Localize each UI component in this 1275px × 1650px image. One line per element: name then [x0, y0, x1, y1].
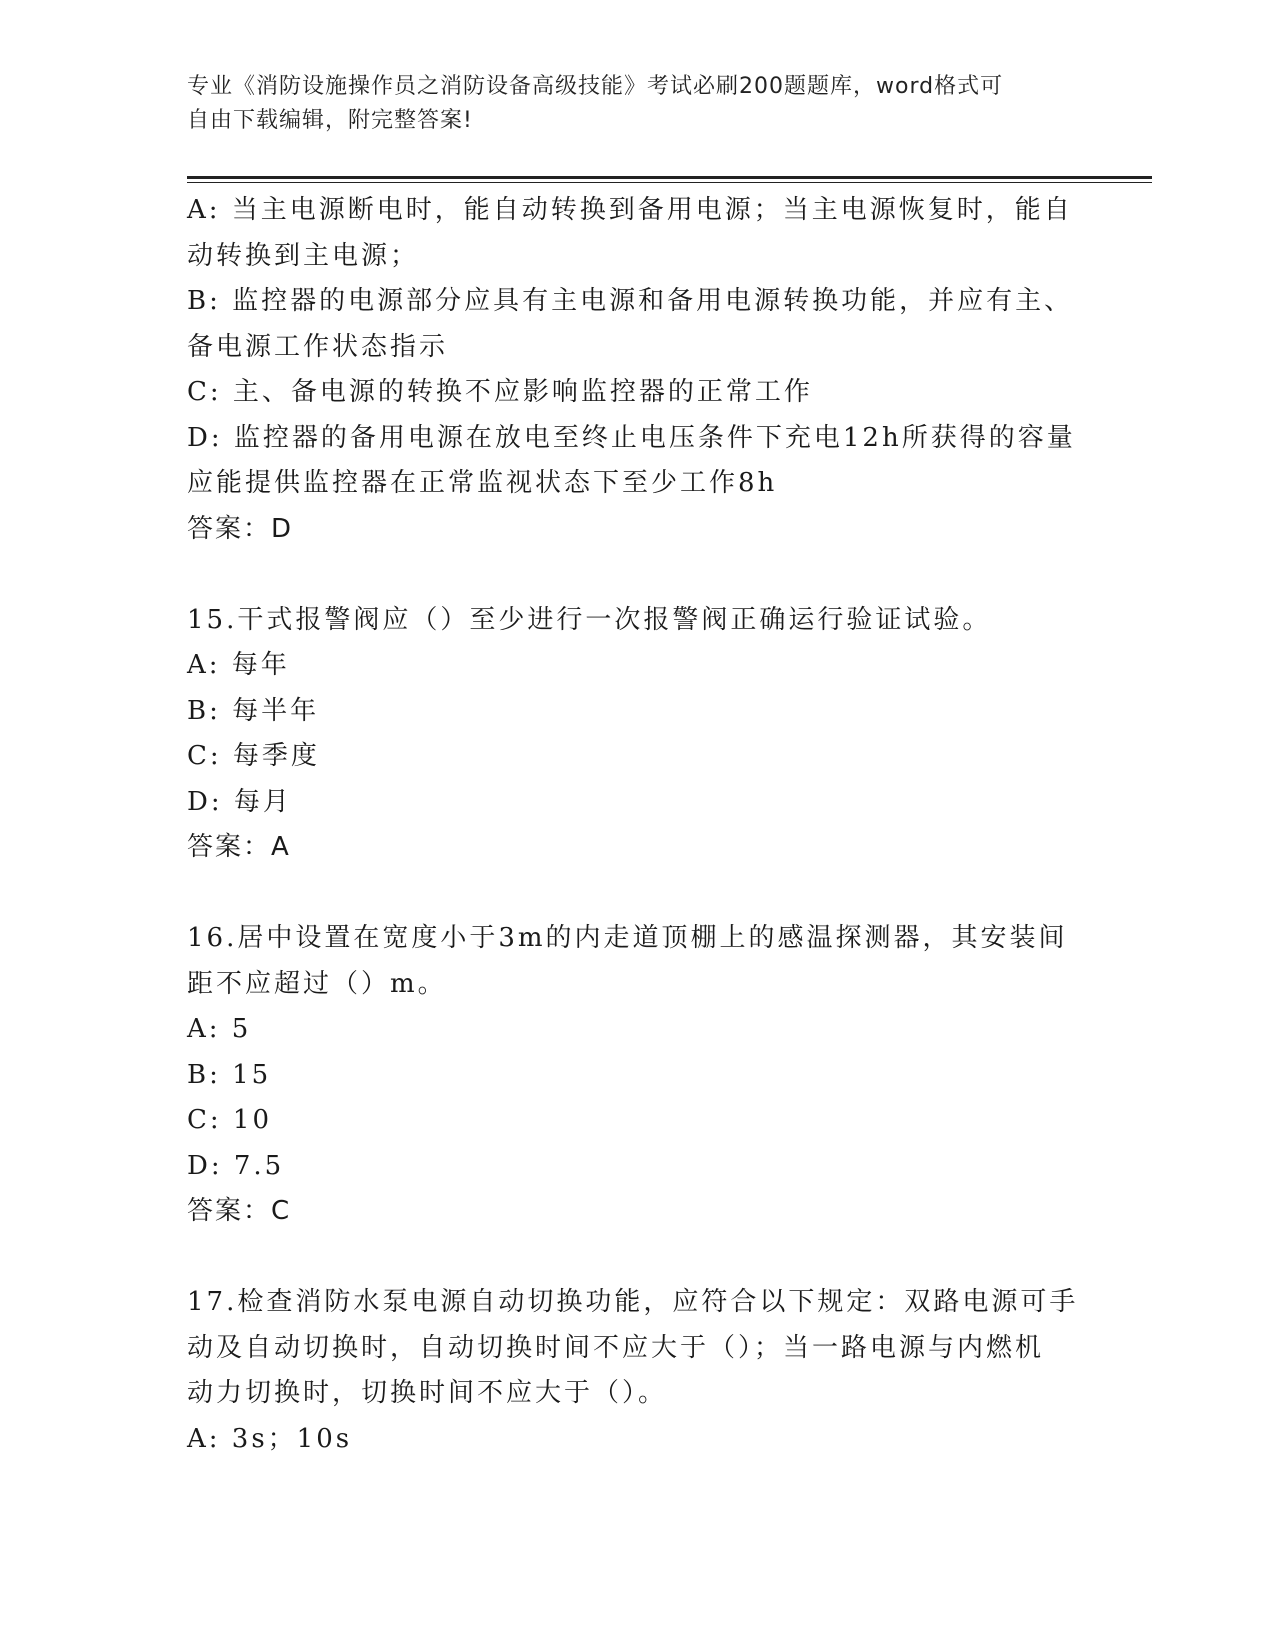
header-divider-thin — [187, 182, 1152, 183]
question-14-block — [187, 188, 1087, 552]
spacer — [187, 552, 1087, 598]
option-d: D: 7.5 — [187, 1150, 285, 1181]
header-line-1: 专业《消防设施操作员之消防设备高级技能》考试必刷200题题库，word格式可 — [187, 74, 1004, 99]
answer-label: 答案：C — [187, 1196, 292, 1226]
question-text: 17.检查消防水泵电源自动切换功能，应符合以下规定：双路电源可手 — [187, 1287, 1079, 1317]
option-a: A: 5 — [187, 1014, 252, 1044]
option-c: C: 每季度 — [187, 741, 320, 771]
option-line: B: 监控器的电源部分应具有主电源和备用电源转换功能，并应有主、 — [187, 286, 1074, 316]
header-divider-thick — [187, 176, 1152, 179]
document-header — [187, 70, 1067, 138]
option-b: B: 15 — [187, 1059, 272, 1090]
answer-label: 答案：D — [187, 513, 294, 544]
option-line: 应能提供监控器在正常监视状态下至少工作8h — [187, 468, 778, 498]
option-line: C: 主、备电源的转换不应影响监控器的正常工作 — [187, 377, 813, 407]
question-content — [187, 188, 1087, 1462]
question-17-block — [187, 1280, 1087, 1462]
header-line-2: 自由下载编辑，附完整答案! — [187, 108, 473, 133]
option-d: D: 每月 — [187, 786, 292, 817]
question-text: 距不应超过（）m。 — [187, 968, 447, 999]
question-text: 15.干式报警阀应（）至少进行一次报警阀正确运行验证试验。 — [187, 604, 992, 635]
spacer — [187, 871, 1087, 917]
answer-label: 答案：A — [187, 832, 291, 862]
option-line: 动转换到主电源； — [187, 240, 420, 271]
question-text: 动力切换时，切换时间不应大于（）。 — [187, 1378, 668, 1408]
option-a: A: 3s；10s — [187, 1423, 353, 1454]
question-16-block — [187, 916, 1087, 1235]
option-line: 备电源工作状态指示 — [187, 331, 449, 362]
question-text: 动及自动切换时，自动切换时间不应大于（）；当一路电源与内燃机 — [187, 1332, 1045, 1363]
option-line: D: 监控器的备用电源在放电至终止电压条件下充电12h所获得的容量 — [187, 422, 1076, 453]
question-text: 16.居中设置在宽度小于3m的内走道顶棚上的感温探测器，其安装间 — [187, 923, 1068, 953]
option-a: A: 每年 — [187, 650, 290, 680]
spacer — [187, 1235, 1087, 1281]
option-c: C: 10 — [187, 1105, 273, 1135]
question-15-block — [187, 598, 1087, 871]
option-line: A: 当主电源断电时，能自动转换到备用电源；当主电源恢复时，能自 — [187, 195, 1073, 225]
option-b: B: 每半年 — [187, 695, 320, 726]
